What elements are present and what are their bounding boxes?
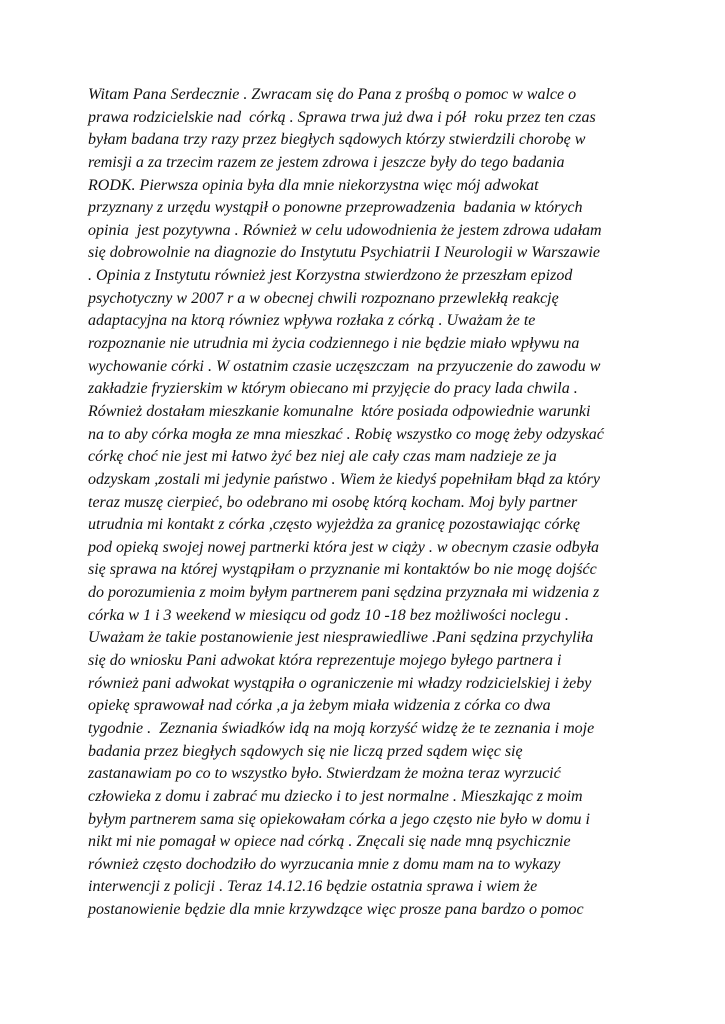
letter-line: tygodnie . Zeznania świadków idą na moją korzyść widzę że te zeznania i moje bbox=[88, 719, 595, 737]
letter-line: pod opieką swojej nowej partnerki która jest w ciąży . w obecnym czasie odbyła bbox=[88, 538, 600, 556]
letter-line: córka w 1 i 3 weekend w miesiącu od godz 10 -18 bez możliwości noclegu . bbox=[88, 606, 569, 624]
letter-line: się dobrowolnie na diagnozie do Instytutu Psychiatrii I Neurologii w Warszawie bbox=[88, 244, 600, 262]
letter-line: nikt mi nie pomagał w opiece nad córką . Znęcali się nade mną psychicznie bbox=[88, 833, 571, 851]
letter-line: Witam Pana Serdecznie . Zwracam się do Pana z prośbą o pomoc w walce o bbox=[88, 86, 577, 103]
letter-line: się sprawa na której wystąpiłam o przyznanie mi kontaktów bo nie mogę dojśćc bbox=[88, 561, 597, 579]
letter-line: byłym partnerem sama się opiekowałam córka a jego często nie było w domu i bbox=[88, 810, 590, 828]
letter-line: Uważam że takie postanowienie jest niesprawiedliwe .Pani sędzina przychyliła bbox=[88, 629, 594, 647]
letter-line: na to aby córka mogła ze mna mieszkać . Robię wszystko co mogę żeby odzyskać bbox=[88, 425, 604, 443]
letter-line: przyznany z urzędu wystąpił o ponowne przeprowadzenia badania w których bbox=[88, 199, 583, 217]
letter-line: interwencji z policji . Teraz 14.12.16 będzie ostatnia sprawa i wiem że bbox=[88, 878, 538, 896]
letter-line: opinia jest pozytywna . Również w celu udowodnienia że jestem zdrowa udałam bbox=[88, 221, 602, 239]
letter-line: Również dostałam mieszkanie komunalne które posiada odpowiednie warunki bbox=[88, 402, 591, 420]
letter-line: utrudnia mi kontakt z córka ,często wyjeżdża za granicę pozostawiając córkę bbox=[88, 516, 580, 534]
letter-line: opiekę sprawował nad córka ,a ja żebym miała widzenia z córka co dwa bbox=[88, 697, 551, 715]
letter-line: psychotyczny w 2007 r a w obecnej chwili rozpoznano przewlekłą reakcję bbox=[88, 289, 559, 307]
letter-line: rozpoznanie nie utrudnia mi życia codziennego i nie będzie miało wpływu na bbox=[88, 335, 580, 353]
letter-line: również pani adwokat wystąpiła o ograniczenie mi władzy rodzicielskiej i żeby bbox=[88, 674, 592, 692]
letter-line: wychowanie córki . W ostatnim czasie uczęszczam na przyuczenie do zawodu w bbox=[88, 357, 601, 375]
letter-line: badania przez biegłych sądowych się nie liczą przed sądem więc się bbox=[88, 742, 523, 760]
letter-body bbox=[88, 84, 648, 922]
letter-line: remisji a za trzecim razem ze jestem zdrowa i jeszcze były do tego badania bbox=[88, 153, 565, 171]
letter-line: prawa rodzicielskie nad córką . Sprawa trwa już dwa i pół roku przez ten czas bbox=[88, 108, 596, 126]
letter-line: córkę choć nie jest mi łatwo żyć bez niej ale cały czas mam nadzieje ze ja bbox=[88, 448, 557, 466]
letter-line: teraz muszę cierpieć, bo odebrano mi osobę którą kocham. Moj byly partner bbox=[88, 493, 578, 511]
letter-line: zakładzie fryzierskim w którym obiecano mi przyjęcie do pracy lada chwila . bbox=[88, 380, 578, 398]
letter-line: do porozumienia z moim byłym partnerem pani sędzina przyznała mi widzenia z bbox=[88, 584, 600, 602]
letter-line: adaptacyjna na ktorą równiez wpływa rozłaka z córką . Uważam że te bbox=[88, 312, 536, 330]
letter-line: odzyskam ,zostali mi jedynie państwo . Wiem że kiedyś popełniłam błąd za który bbox=[88, 470, 600, 488]
letter-line: zastanawiam po co to wszystko było. Stwierdzam że można teraz wyrzucić bbox=[88, 765, 561, 783]
letter-line: byłam badana trzy razy przez biegłych sądowych którzy stwierdzili chorobę w bbox=[88, 131, 586, 149]
letter-line: . Opinia z Instytutu również jest Korzystna stwierdzono że przeszłam epizod bbox=[88, 267, 573, 285]
letter-line: człowieka z domu i zabrać mu dziecko i to jest normalne . Mieszkając z moim bbox=[88, 787, 583, 805]
letter-line: postanowienie będzie dla mnie krzywdzące więc prosze pana bardzo o pomoc bbox=[88, 901, 584, 919]
letter-line: się do wniosku Pani adwokat która reprezentuje mojego byłego partnera i bbox=[88, 652, 562, 670]
letter-line: RODK. Pierwsza opinia była dla mnie niekorzystna więc mój adwokat bbox=[88, 176, 539, 194]
letter-line: również często dochodziło do wyrzucania mnie z domu mam na to wykazy bbox=[88, 855, 561, 873]
